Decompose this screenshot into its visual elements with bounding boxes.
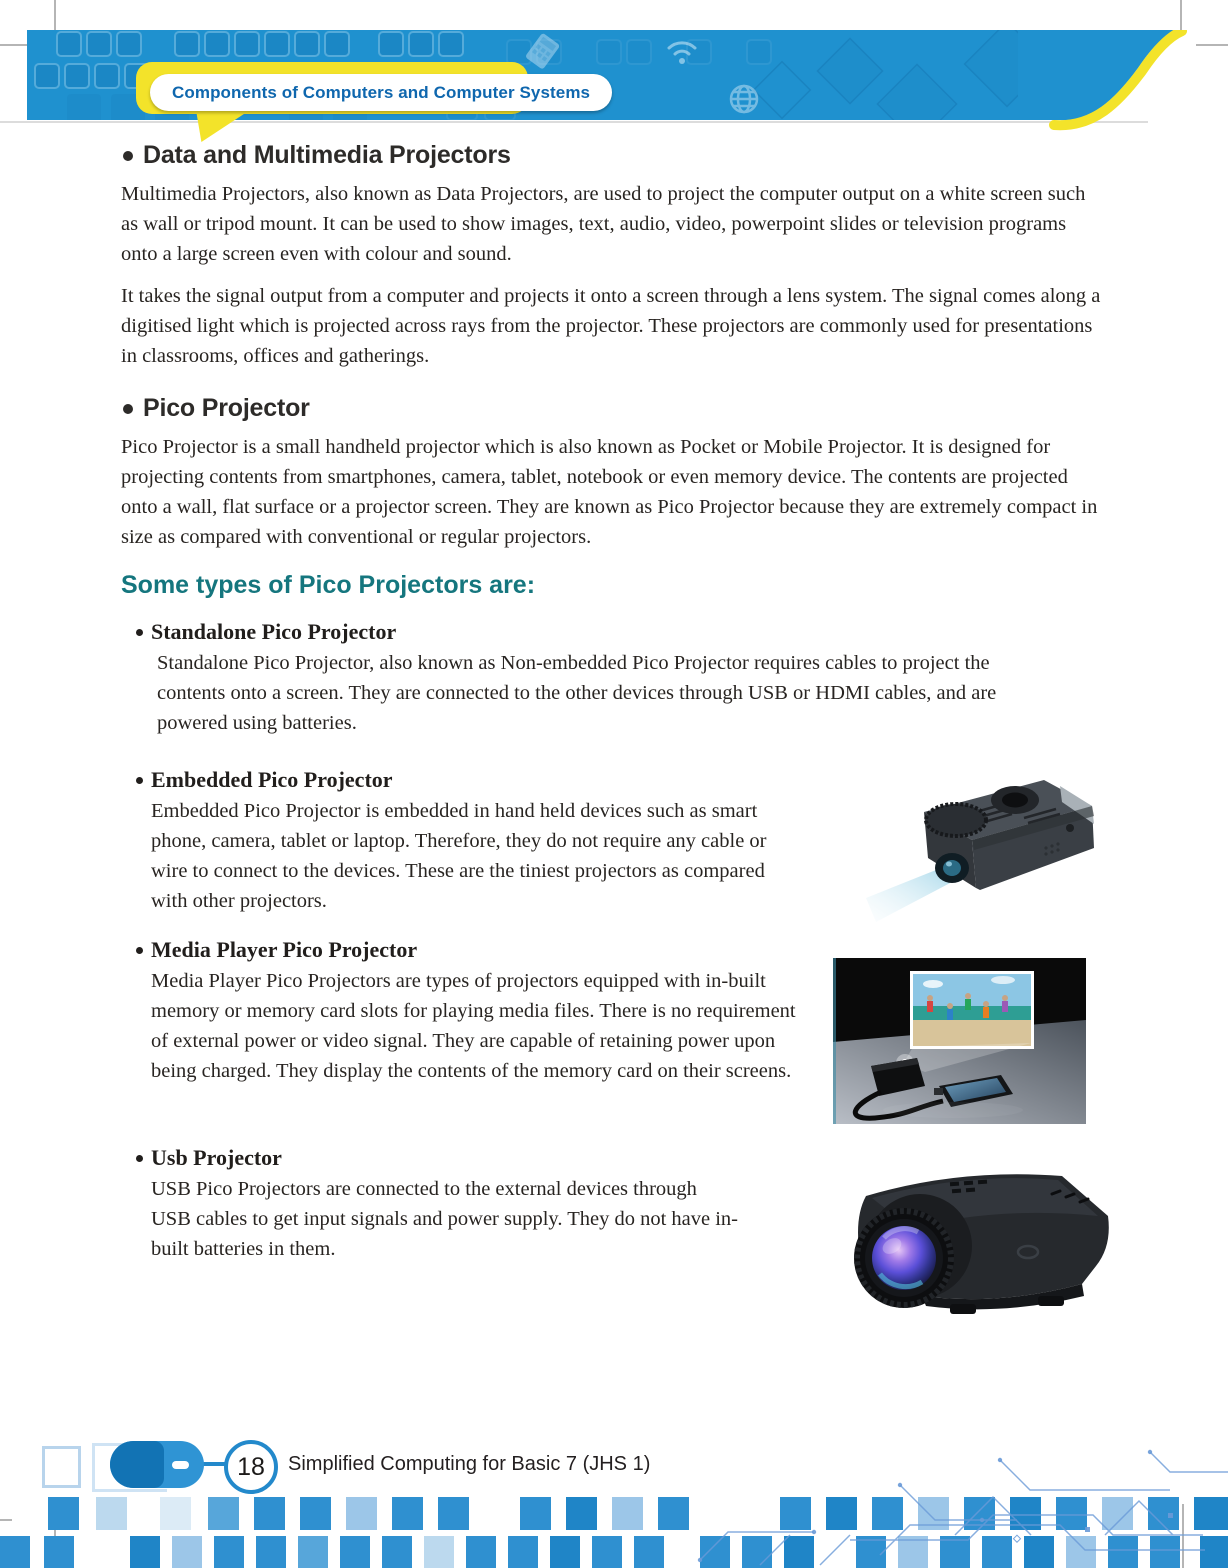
paragraph: Multimedia Projectors, also known as Data Projectors, are used to project the computer output on a white screen such as wall or tripod mount. It can be used to show images, text, audio, video, powerpoint slides or television programs onto a large screen even with colour and sound. [121,183,1086,265]
type-embedded [121,766,1106,936]
bullet-dot [136,1155,143,1162]
crop-mark [1180,0,1182,30]
page-content [121,140,1106,1332]
page-number: 18 [237,1452,265,1481]
mouse-icon-dash [172,1461,189,1469]
type-title: Standalone Pico Projector [151,619,397,644]
globe-icon [727,82,761,116]
calculator-icon [525,32,559,72]
section-heading-pico [121,393,1106,424]
paragraph: It takes the signal output from a computer and projects it onto a screen through a lens system. The signal comes along a digitised light which is projected across rays from the projector. These projectors are commonly used for presentations in classrooms, offices and gatherings. [121,285,1101,367]
usb-projector-photo [800,1154,1132,1332]
mouse-icon-lobe [110,1441,164,1488]
type-body: Standalone Pico Projector, also known as Non-embedded Pico Projector requires cables to project the contents onto a screen. They are connected to the other devices through USB or HDMI cables, and are powered using batteries. [157,652,997,734]
bullet-dot [123,151,133,161]
diamond-pattern [754,30,1018,120]
banner-swoosh [1018,30,1228,156]
bullet-dot [136,947,143,954]
wifi-icon [665,38,699,68]
chapter-title-pill [150,74,612,111]
section-title: Data and Multimedia Projectors [143,141,511,169]
book-title: Simplified Computing for Basic 7 (JHS 1) [288,1453,651,1475]
type-title: Media Player Pico Projector [151,937,418,962]
embedded-pico-projector-photo [864,752,1106,935]
page-number-badge [224,1440,278,1494]
type-media-player [121,936,1106,1124]
type-usb [121,1144,1106,1332]
banner-underline [0,121,1148,123]
bullet-dot [123,404,133,414]
bullet-dot [136,777,143,784]
chapter-title: Components of Computers and Computer Systems [172,82,591,102]
type-title: Usb Projector [151,1145,282,1170]
crop-mark [54,0,56,30]
type-standalone [121,618,1106,738]
bullet-dot [136,629,143,636]
type-title: Embedded Pico Projector [151,767,393,792]
section-heading-data-multimedia [121,140,1106,171]
media-player-pico-projector-photo [833,958,1086,1124]
section-title: Pico Projector [143,394,310,422]
mouse-icon [110,1441,204,1488]
type-body: USB Pico Projectors are connected to the external devices through USB cables to get input signals and power supply. They do not have in-built batteries in them. [151,1178,739,1260]
types-heading: Some types of Pico Projectors are: [121,571,536,599]
footer-outline-square [42,1446,81,1488]
type-body: Embedded Pico Projector is embedded in hand held devices such as smart phone, camera, tablet or laptop. Therefore, they do not require any cable or wire to connect to the devices. These are the tiniest projectors as compared with other projectors. [151,800,767,912]
title-bubble-tail [196,110,250,142]
paragraph: Pico Projector is a small handheld projector which is also known as Pocket or Mobile Projector. It is designed for projecting contents from smartphones, camera, tablet, notebook or even memory device. The contents are projected onto a wall, flat surface or a projector screen. They are known as Pico Projector because they are extremely compact in size as compared with conventional or regular projectors. [121,436,1098,548]
type-body: Media Player Pico Projectors are types of projectors equipped with in-built memory or memory card slots for playing media files. There is no requirement of external power or video signal. They are capable of retaining power upon being charged. They display the contents of the memory card on their screens. [151,970,796,1082]
